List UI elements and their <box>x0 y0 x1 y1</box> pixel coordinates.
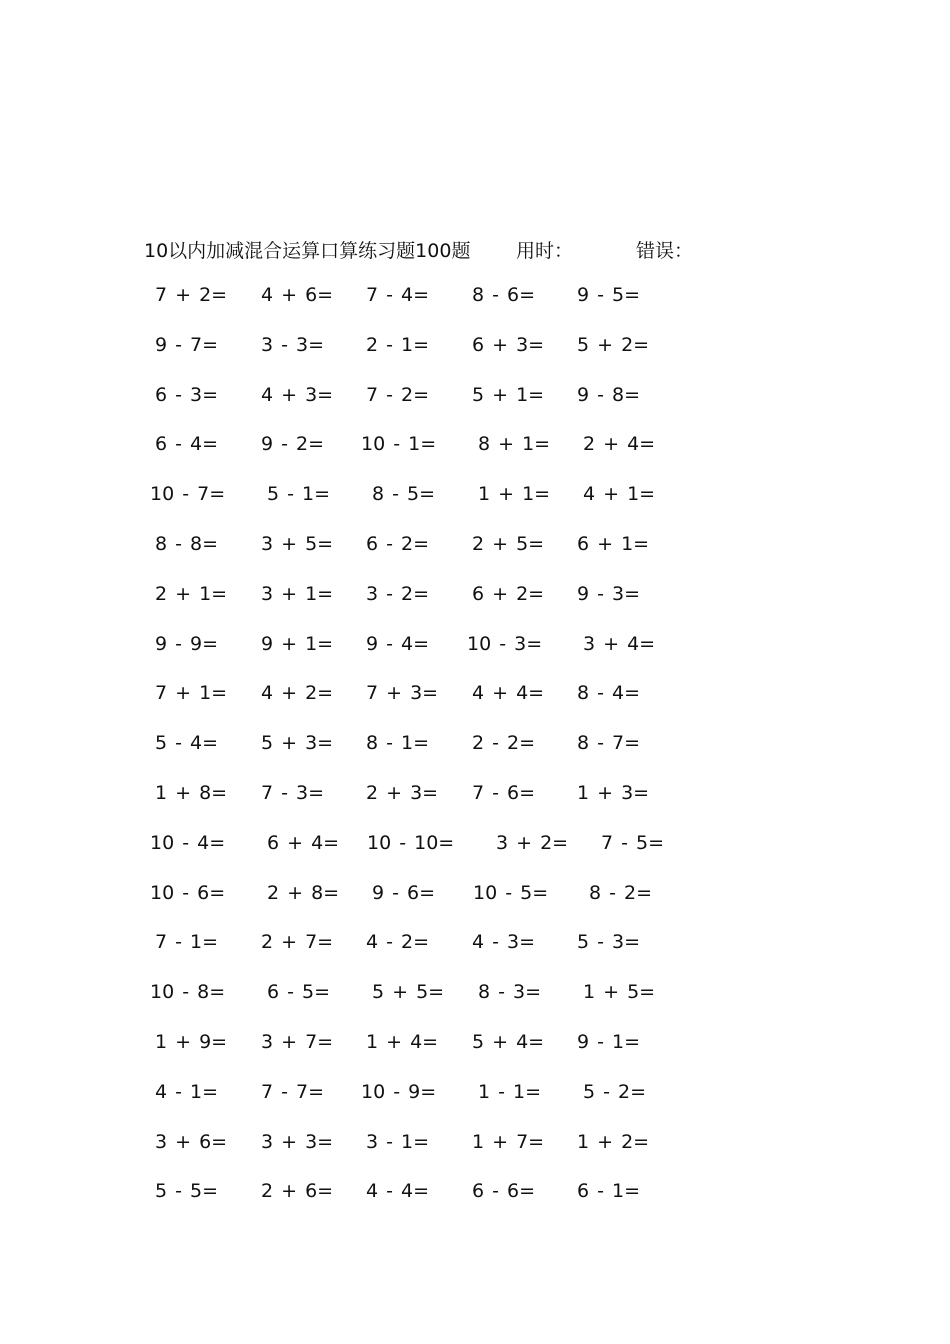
problem-cell: 6 + 2= <box>472 582 545 605</box>
problem-cell: 3 + 1= <box>261 582 334 605</box>
problem-cell: 5 - 3= <box>577 931 641 954</box>
problem-cell: 3 - 2= <box>366 582 430 605</box>
problem-cell: 8 - 3= <box>478 981 542 1004</box>
problem-cell: 1 + 7= <box>472 1130 545 1153</box>
problem-cell: 6 - 1= <box>577 1180 641 1203</box>
problem-cell: 5 + 2= <box>577 333 650 356</box>
problem-cell: 2 + 4= <box>583 433 656 456</box>
problem-cell: 8 - 8= <box>155 533 219 555</box>
problem-cell: 9 - 6= <box>372 881 436 904</box>
problem-cell: 6 + 3= <box>472 333 545 356</box>
problem-cell: 5 + 3= <box>261 732 334 755</box>
problem-cell: 9 - 9= <box>155 632 219 655</box>
problem-cell: 3 - 1= <box>366 1130 430 1153</box>
problem-cell: 6 + 1= <box>577 533 650 555</box>
problem-cell: 1 + 3= <box>577 782 650 804</box>
problem-cell: 9 - 3= <box>577 582 641 605</box>
problem-cell: 3 + 6= <box>155 1130 228 1153</box>
problem-cell: 2 - 1= <box>366 333 430 356</box>
problem-cell: 3 + 5= <box>261 533 334 555</box>
error-count-label: 错误： <box>636 240 694 262</box>
problem-cell: 8 - 2= <box>589 881 653 904</box>
problem-cell: 8 - 1= <box>366 732 430 755</box>
problem-cell: 2 + 8= <box>267 881 340 904</box>
problem-cell: 2 + 5= <box>472 533 545 555</box>
problem-cell: 7 - 5= <box>601 831 665 854</box>
problem-cell: 2 + 6= <box>261 1180 334 1203</box>
problem-cell: 6 + 4= <box>267 831 340 854</box>
problem-cell: 3 + 3= <box>261 1130 334 1153</box>
problem-cell: 8 - 4= <box>577 682 641 705</box>
problem-cell: 10 - 3= <box>467 632 543 655</box>
problem-cell: 5 - 1= <box>267 483 331 506</box>
problem-cell: 4 + 4= <box>472 682 545 705</box>
problem-cell: 2 + 7= <box>261 931 334 954</box>
problem-cell: 8 - 5= <box>372 483 436 506</box>
problem-cell: 4 - 4= <box>366 1180 430 1203</box>
problem-cell: 10 - 8= <box>150 981 226 1004</box>
problem-cell: 9 - 1= <box>577 1031 641 1053</box>
problem-cell: 7 - 2= <box>366 383 430 406</box>
problem-cell: 5 + 5= <box>372 981 445 1004</box>
problem-cell: 1 - 1= <box>478 1080 542 1103</box>
problem-cell: 9 - 4= <box>366 632 430 655</box>
problem-cell: 1 + 1= <box>478 483 551 506</box>
problem-cell: 9 - 7= <box>155 333 219 356</box>
problem-cell: 5 - 2= <box>583 1080 647 1103</box>
problem-cell: 7 - 4= <box>366 284 430 306</box>
problem-cell: 6 - 5= <box>267 981 331 1004</box>
problem-cell: 10 - 7= <box>150 483 226 506</box>
problem-cell: 4 - 2= <box>366 931 430 954</box>
problem-cell: 10 - 6= <box>150 881 226 904</box>
problem-cell: 1 + 2= <box>577 1130 650 1153</box>
problem-cell: 4 - 1= <box>155 1080 219 1103</box>
problem-cell: 4 + 1= <box>583 483 656 506</box>
problem-cell: 7 + 1= <box>155 682 228 705</box>
problem-cell: 2 + 1= <box>155 582 228 605</box>
problem-cell: 10 - 1= <box>361 433 437 456</box>
problem-cell: 6 - 3= <box>155 383 219 406</box>
problem-cell: 8 - 7= <box>577 732 641 755</box>
problem-cell: 9 + 1= <box>261 632 334 655</box>
problem-cell: 4 + 6= <box>261 284 334 306</box>
problem-cell: 6 - 2= <box>366 533 430 555</box>
problem-cell: 2 - 2= <box>472 732 536 755</box>
problem-cell: 2 + 3= <box>366 782 439 804</box>
problem-cell: 10 - 9= <box>361 1080 437 1103</box>
problem-cell: 3 + 2= <box>496 831 569 854</box>
problem-cell: 3 - 3= <box>261 333 325 356</box>
problem-cell: 7 - 1= <box>155 931 219 954</box>
problem-cell: 9 - 8= <box>577 383 641 406</box>
problem-cell: 10 - 5= <box>473 881 549 904</box>
problem-cell: 10 - 10= <box>367 831 455 854</box>
problem-cell: 7 - 7= <box>261 1080 325 1103</box>
problem-cell: 8 + 1= <box>478 433 551 456</box>
problem-cell: 1 + 4= <box>366 1031 439 1053</box>
problem-cell: 9 - 2= <box>261 433 325 456</box>
problem-cell: 1 + 8= <box>155 782 228 804</box>
problem-cell: 7 + 2= <box>155 284 228 306</box>
problem-cell: 7 + 3= <box>366 682 439 705</box>
problem-cell: 5 + 1= <box>472 383 545 406</box>
problem-cell: 9 - 5= <box>577 284 641 306</box>
problem-cell: 7 - 6= <box>472 782 536 804</box>
problem-cell: 4 - 3= <box>472 931 536 954</box>
problem-cell: 10 - 4= <box>150 831 226 854</box>
problem-cell: 1 + 5= <box>583 981 656 1004</box>
problem-cell: 3 + 7= <box>261 1031 334 1053</box>
problem-cell: 1 + 9= <box>155 1031 228 1053</box>
problem-cell: 5 + 4= <box>472 1031 545 1053</box>
problem-cell: 6 - 4= <box>155 433 219 456</box>
time-used-label: 用时： <box>516 240 574 262</box>
problem-cell: 4 + 3= <box>261 383 334 406</box>
problem-cell: 7 - 3= <box>261 782 325 804</box>
problem-cell: 5 - 4= <box>155 732 219 755</box>
problem-cell: 5 - 5= <box>155 1180 219 1203</box>
worksheet-title: 10以内加减混合运算口算练习题100题 <box>144 240 471 262</box>
problem-cell: 3 + 4= <box>583 632 656 655</box>
problem-cell: 6 - 6= <box>472 1180 536 1203</box>
problem-cell: 4 + 2= <box>261 682 334 705</box>
problem-cell: 8 - 6= <box>472 284 536 306</box>
